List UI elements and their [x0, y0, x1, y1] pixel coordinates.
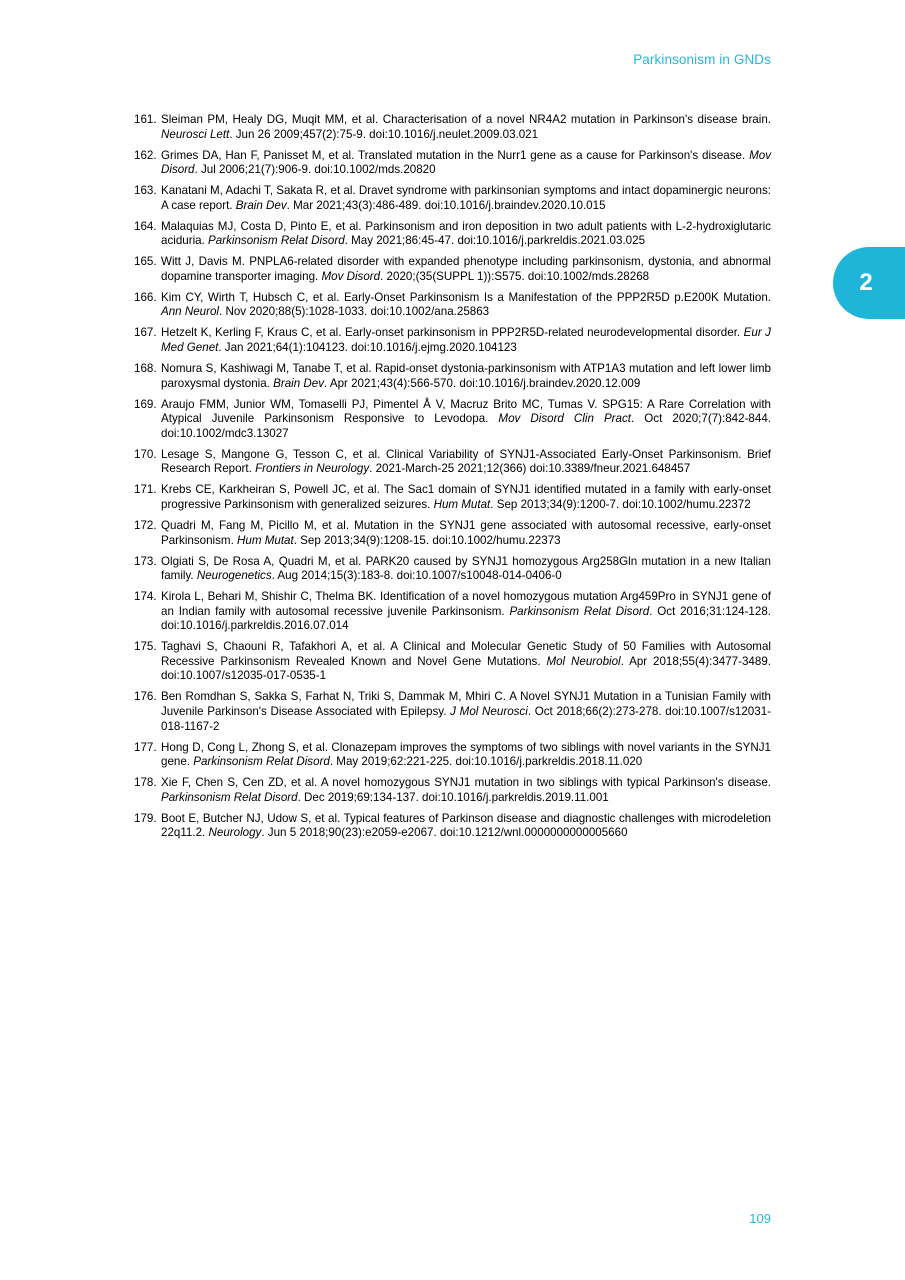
reference-number: 178. [134, 776, 157, 790]
reference-number: 176. [134, 690, 157, 704]
reference-number: 179. [134, 811, 157, 825]
chapter-number-tab [833, 247, 905, 319]
reference-text: Boot E, Butcher NJ, Udow S, et al. Typical features of Parkinson disease and diagnostic challenges with microdeletion 22q11.2. Neurology. Jun 5 2018;90(23):e2059-e2067. doi:10.1212/wnl.0000000000005660 [161, 811, 771, 840]
reference-item [134, 291, 771, 320]
reference-item [134, 149, 771, 178]
reference-item [134, 113, 771, 142]
reference-text: Sleiman PM, Healy DG, Muqit MM, et al. Characterisation of a novel NR4A2 mutation in Parkinson's disease brain. Neurosci Lett. Jun 26 2009;457(2):75-9. doi:10.1016/j.neulet.2009.03.021 [161, 113, 771, 141]
reference-item [134, 483, 771, 512]
reference-text: Malaquias MJ, Costa D, Pinto E, et al. Parkinsonism and iron deposition in two adult patients with L-2-hydroxiglutaric aciduria. Parkinsonism Relat Disord. May 2021;86:45-47. doi:10.1016/j.parkreldis.2021.03.025 [161, 219, 771, 248]
reference-number: 177. [134, 740, 157, 754]
reference-number: 171. [134, 483, 157, 497]
reference-number: 174. [134, 590, 157, 604]
reference-number: 163. [134, 184, 157, 198]
reference-list [134, 113, 771, 847]
reference-item [134, 640, 771, 684]
page-number: 109 [749, 1211, 771, 1226]
reference-number: 173. [134, 554, 157, 568]
reference-text: Ben Romdhan S, Sakka S, Farhat N, Triki S, Dammak M, Mhiri C. A Novel SYNJ1 Mutation in a Tunisian Family with Juvenile Parkinson's Disease Associated with Epilepsy. J Mol Neurosci. Oct 2018;66(2):273-278. doi:10.1007/s12031-018-1167-2 [161, 690, 771, 733]
reference-item [134, 776, 771, 805]
reference-number: 170. [134, 447, 157, 461]
reference-item [134, 184, 771, 213]
reference-item [134, 398, 771, 442]
chapter-number: 2 [859, 269, 873, 296]
reference-text: Taghavi S, Chaouni R, Tafakhori A, et al. A Clinical and Molecular Genetic Study of 50 Families with Autosomal Recessive Parkinsonism Revealed Known and Novel Gene Mutations. Mol Neurobiol. Apr 2018;55(4):3477-3489. doi:10.1007/s12035-017-0535-1 [161, 640, 772, 683]
reference-text: Witt J, Davis M. PNPLA6-related disorder with expanded phenotype including parkinsonism, dystonia, and abnormal dopamine transporter imaging. Mov Disord. 2020;(35(SUPPL 1)):S575. doi:10.1002/mds.28268 [161, 255, 771, 283]
reference-text: Kirola L, Behari M, Shishir C, Thelma BK. Identification of a novel homozygous mutation Arg459Pro in SYNJ1 gene of an Indian family with autosomal recessive juvenile Parkinsonism. Parkinsonism Relat Disord. Oct 2016;31:124-128. doi:10.1016/j.parkreldis.2016.07.014 [161, 590, 771, 633]
reference-number: 175. [134, 640, 157, 654]
reference-number: 165. [134, 255, 157, 269]
reference-item [134, 326, 771, 355]
reference-item [134, 448, 771, 477]
reference-number: 167. [134, 326, 157, 340]
reference-item [134, 255, 771, 284]
reference-number: 164. [134, 219, 157, 233]
reference-number: 161. [134, 113, 157, 126]
reference-number: 166. [134, 290, 157, 304]
reference-item [134, 519, 771, 548]
reference-number: 162. [134, 148, 157, 162]
reference-item [134, 590, 771, 634]
reference-text: Kim CY, Wirth T, Hubsch C, et al. Early-Onset Parkinsonism Is a Manifestation of the PPP2R5D p.E200K Mutation. Ann Neurol. Nov 2020;88(5):1028-1033. doi:10.1002/ana.25863 [161, 290, 771, 319]
reference-text: Nomura S, Kashiwagi M, Tanabe T, et al. Rapid-onset dystonia-parkinsonism with ATP1A3 mutation and left lower limb paroxysmal dystonia. Brain Dev. Apr 2021;43(4):566-570. doi:10.1016/j.braindev.2020.12.009 [161, 362, 771, 390]
reference-item [134, 555, 771, 584]
reference-text: Kanatani M, Adachi T, Sakata R, et al. Dravet syndrome with parkinsonian symptoms and intact dopaminergic neurons: A case report. Brain Dev. Mar 2021;43(3):486-489. doi:10.1016/j.braindev.2020.10.015 [161, 184, 771, 212]
reference-number: 168. [134, 362, 157, 376]
reference-text: Krebs CE, Karkheiran S, Powell JC, et al. The Sac1 domain of SYNJ1 identified mutated in a family with early-onset progressive Parkinsonism with generalized seizures. Hum Mutat. Sep 2013;34(9):1200-7. doi:10.1002/humu.22372 [161, 483, 771, 511]
reference-item [134, 220, 771, 249]
reference-text: Hetzelt K, Kerling F, Kraus C, et al. Early-onset parkinsonism in PPP2R5D-related neurodevelopmental disorder. Eur J Med Genet. Jan 2021;64(1):104123. doi:10.1016/j.ejmg.2020.104123 [161, 326, 771, 355]
reference-text: Lesage S, Mangone G, Tesson C, et al. Clinical Variability of SYNJ1-Associated Early-Onset Parkinsonism. Brief Research Report. Frontiers in Neurology. 2021-March-25 2021;12(366) doi:10.3389/fneur.2021.648457 [161, 447, 771, 476]
reference-text: Olgiati S, De Rosa A, Quadri M, et al. PARK20 caused by SYNJ1 homozygous Arg258Gln mutation in a new Italian family. Neurogenetics. Aug 2014;15(3):183-8. doi:10.1007/s10048-014-0406-0 [161, 554, 771, 583]
reference-text: Xie F, Chen S, Cen ZD, et al. A novel homozygous SYNJ1 mutation in two siblings with typical Parkinson's disease. Parkinsonism Relat Disord. Dec 2019;69:134-137. doi:10.1016/j.parkreldis.2019.11.001 [161, 776, 771, 804]
reference-text: Quadri M, Fang M, Picillo M, et al. Mutation in the SYNJ1 gene associated with autosomal recessive, early-onset Parkinsonism. Hum Mutat. Sep 2013;34(9):1208-15. doi:10.1002/humu.22373 [161, 518, 771, 547]
running-head: Parkinsonism in GNDs [633, 52, 771, 67]
reference-number: 169. [134, 397, 157, 411]
reference-item [134, 812, 771, 841]
reference-item [134, 690, 771, 734]
reference-text: Hong D, Cong L, Zhong S, et al. Clonazepam improves the symptoms of two siblings with novel variants in the SYNJ1 gene. Parkinsonism Relat Disord. May 2019;62:221-225. doi:10.1016/j.parkreldis.2018.11.020 [161, 740, 771, 769]
reference-item [134, 741, 771, 770]
reference-number: 172. [134, 518, 157, 532]
reference-item [134, 362, 771, 391]
reference-text: Araujo FMM, Junior WM, Tomaselli PJ, Pimentel Å V, Macruz Brito MC, Tumas V. SPG15: A Rare Correlation with Atypical Juvenile Parkinsonism Responsive to Levodopa. Mov Disord Clin Pract. Oct 2020;7(7):842-844. doi:10.1002/mdc3.13027 [161, 397, 771, 440]
reference-text: Grimes DA, Han F, Panisset M, et al. Translated mutation in the Nurr1 gene as a cause for Parkinson's disease. Mov Disord. Jul 2006;21(7):906-9. doi:10.1002/mds.20820 [161, 148, 771, 177]
